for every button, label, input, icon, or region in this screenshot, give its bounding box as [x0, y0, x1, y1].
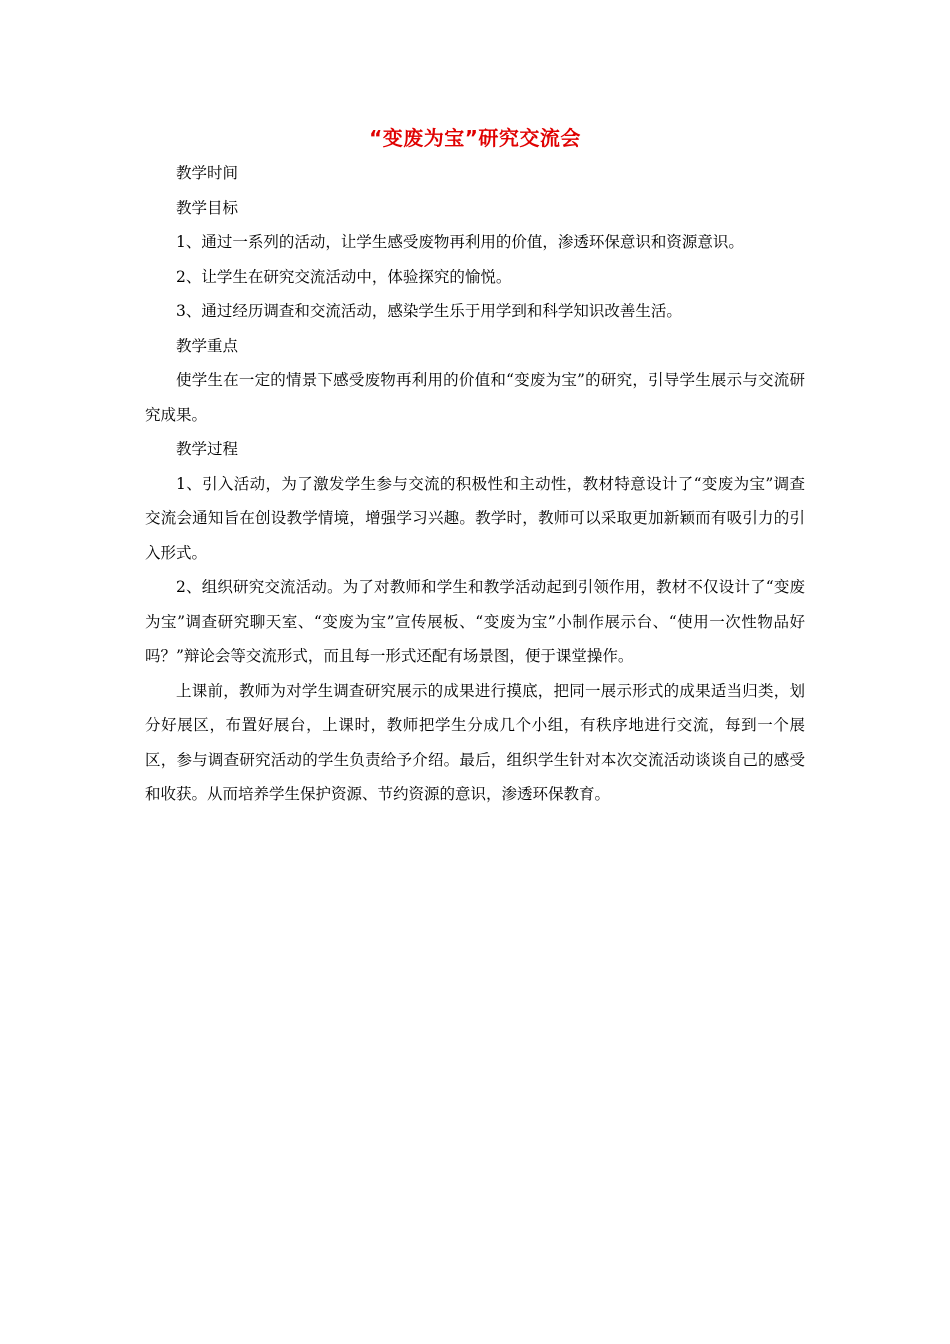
- process-paragraph-3: 上课前，教师为对学生调查研究展示的成果进行摸底，把同一展示形式的成果适当归类，划分好展区，布置好展台，上课时，教师把学生分成几个小组，有秩序地进行交流，每到一个展区，参与调查研究活动的学生负责给予介绍。最后，组织学生针对本次交流活动谈谈自己的感受和收获。从而培养学生保护资源、节约资源的意识，渗透环保教育。: [145, 681, 805, 803]
- process-item-2: 2、组织研究交流活动。为了对教师和学生和教学活动起到引领作用，教材不仅设计了“变废为宝”调查研究聊天室、“变废为宝”宣传展板、“变废为宝”小制作展示台、“使用一次性物品好吗？”辩论会等交流形式，而且每一形式还配有场景图，便于课堂操作。: [145, 578, 805, 665]
- document-body: [145, 156, 805, 812]
- goal-item-1: 1、通过一系列的活动，让学生感受废物再利用的价值，渗透环保意识和资源意识。: [176, 233, 744, 251]
- heading-teaching-process: 教学过程: [176, 440, 239, 458]
- goal-item-3: 3、通过经历调查和交流活动，感染学生乐于用学到和科学知识改善生活。: [176, 302, 682, 320]
- document-title: “变废为宝”研究交流会: [369, 126, 581, 150]
- focus-paragraph: 使学生在一定的情景下感受废物再利用的价值和“变废为宝”的研究，引导学生展示与交流研究成果。: [145, 371, 805, 424]
- goal-item-2: 2、让学生在研究交流活动中，体验探究的愉悦。: [176, 267, 512, 286]
- heading-teaching-focus: 教学重点: [176, 336, 239, 355]
- process-item-1: 1、引入活动，为了激发学生参与交流的积极性和主动性，教材特意设计了“变废为宝”调查交流会通知旨在创设教学情境，增强学习兴趣。教学时，教师可以采取更加新颖而有吸引力的引入形式。: [145, 474, 805, 562]
- heading-teaching-time: 教学时间: [176, 164, 239, 182]
- heading-teaching-goals: 教学目标: [176, 198, 239, 217]
